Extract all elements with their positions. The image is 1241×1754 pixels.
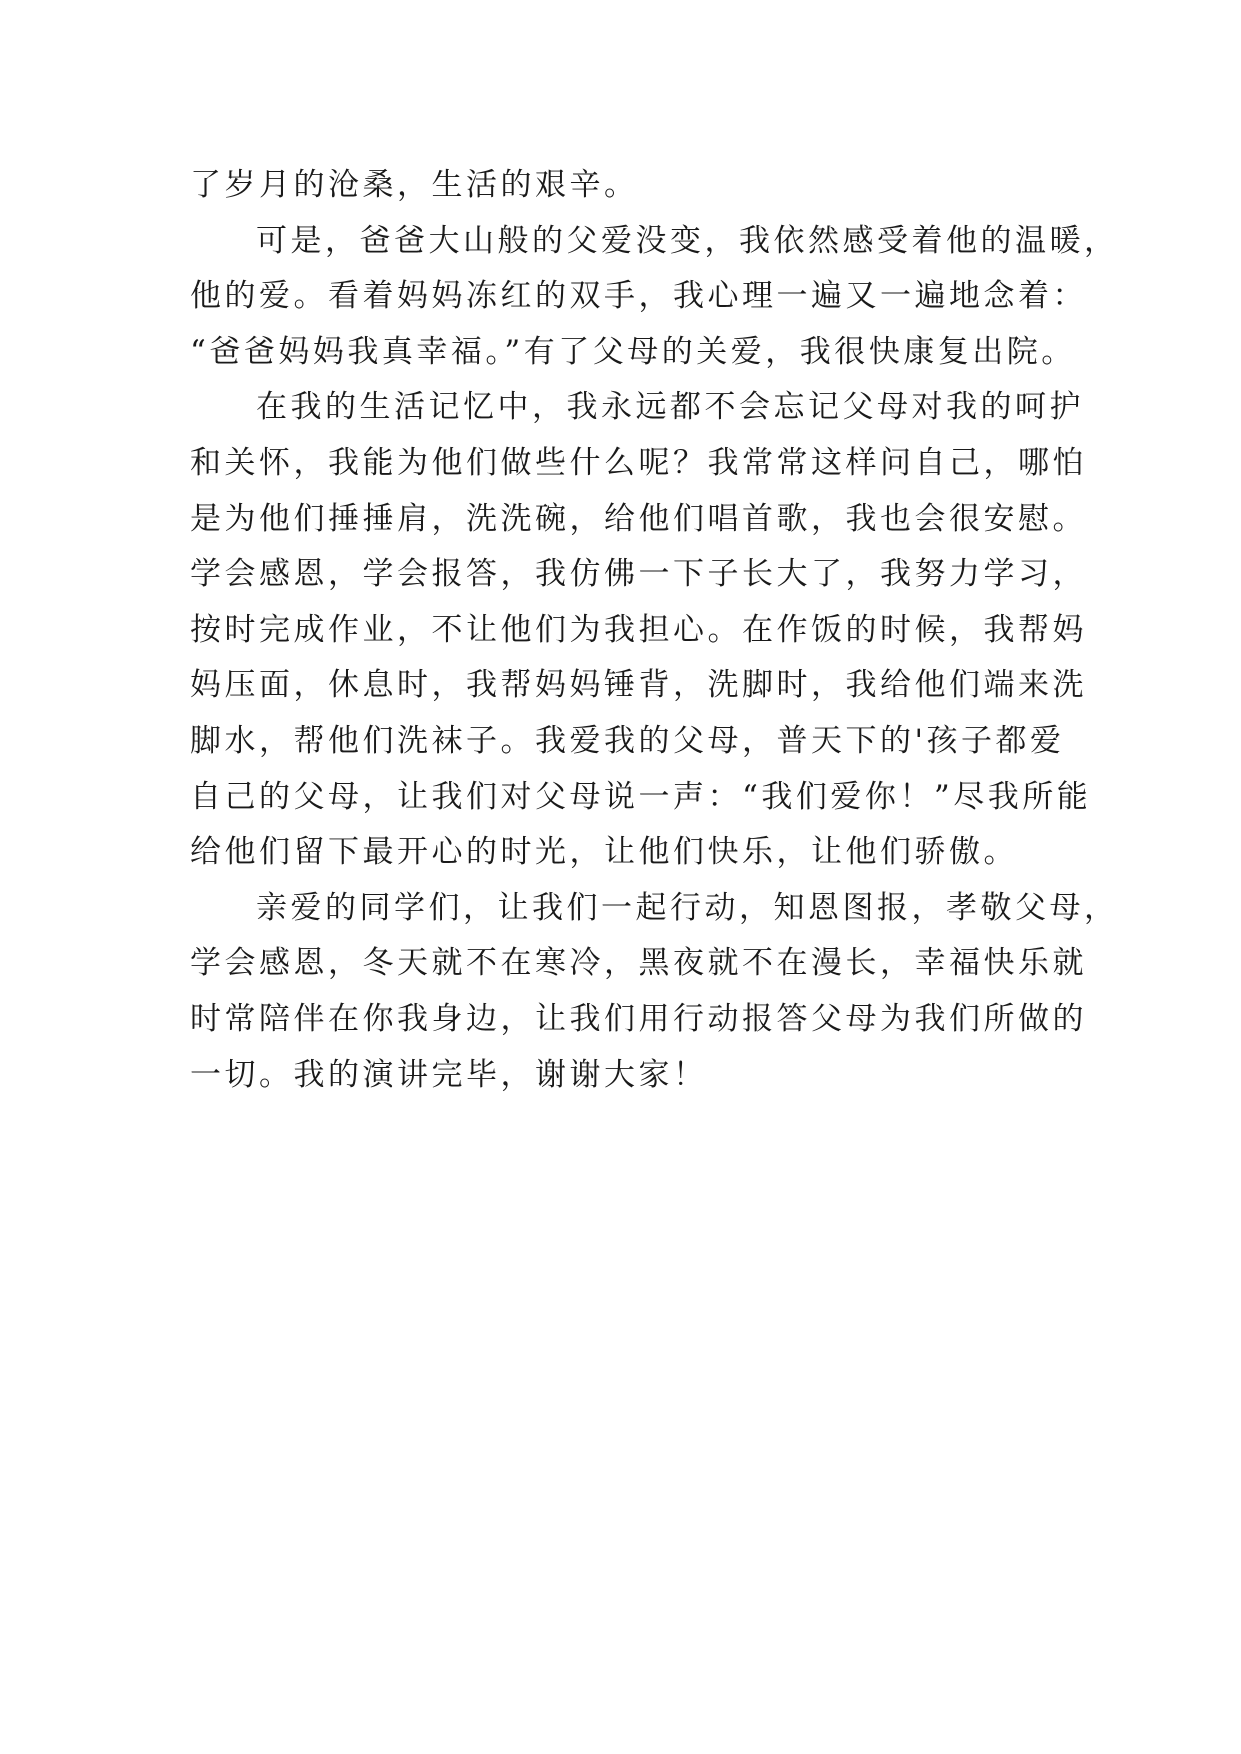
body-text <box>190 158 1119 1103</box>
text-line: 妈压面，休息时，我帮妈妈锤背，洗脚时，我给他们端来洗 <box>190 667 1087 704</box>
text-line: 是为他们捶捶肩，洗洗碗，给他们唱首歌，我也会很安慰。 <box>190 500 1087 537</box>
text-line: 时常陪伴在你我身边，让我们用行动报答父母为我们所做的 <box>190 1000 1087 1037</box>
text-line: 学会感恩，冬天就不在寒冷，黑夜就不在漫长，幸福快乐就 <box>190 945 1087 982</box>
text-line: 自己的父母，让我们对父母说一声：“我们爱你！”尽我所能 <box>190 778 1092 815</box>
paragraph-start-line: 在我的生活记忆中，我永远都不会忘记父母对我的呵护 <box>256 389 1084 426</box>
text-line: 一切。我的演讲完毕，谢谢大家！ <box>190 1056 708 1093</box>
paragraph-start-line: 亲爱的同学们，让我们一起行动，知恩图报，孝敬父母， <box>256 889 1119 926</box>
text-line: 脚水，帮他们洗袜子。我爱我的父母，普天下的'孩子都爱 <box>190 722 1065 759</box>
text-line: 他的爱。看着妈妈冻红的双手，我心理一遍又一遍地念着： <box>190 278 1087 315</box>
text-line: 按时完成作业，不让他们为我担心。在作饭的时候，我帮妈 <box>190 611 1087 648</box>
text-line: “爸爸妈妈我真幸福。”有了父母的关爱，我很快康复出院。 <box>190 333 1076 370</box>
text-line: 学会感恩，学会报答，我仿佛一下子长大了，我努力学习， <box>190 556 1087 593</box>
text-line: 给他们留下最开心的时光，让他们快乐，让他们骄傲。 <box>190 834 1018 871</box>
text-line: 和关怀，我能为他们做些什么呢？我常常这样问自己，哪怕 <box>190 444 1087 481</box>
paragraph-start-line: 可是，爸爸大山般的父爱没变，我依然感受着他的温暖， <box>256 222 1119 259</box>
text-line: 了岁月的沧桑，生活的艰辛。 <box>190 167 639 203</box>
